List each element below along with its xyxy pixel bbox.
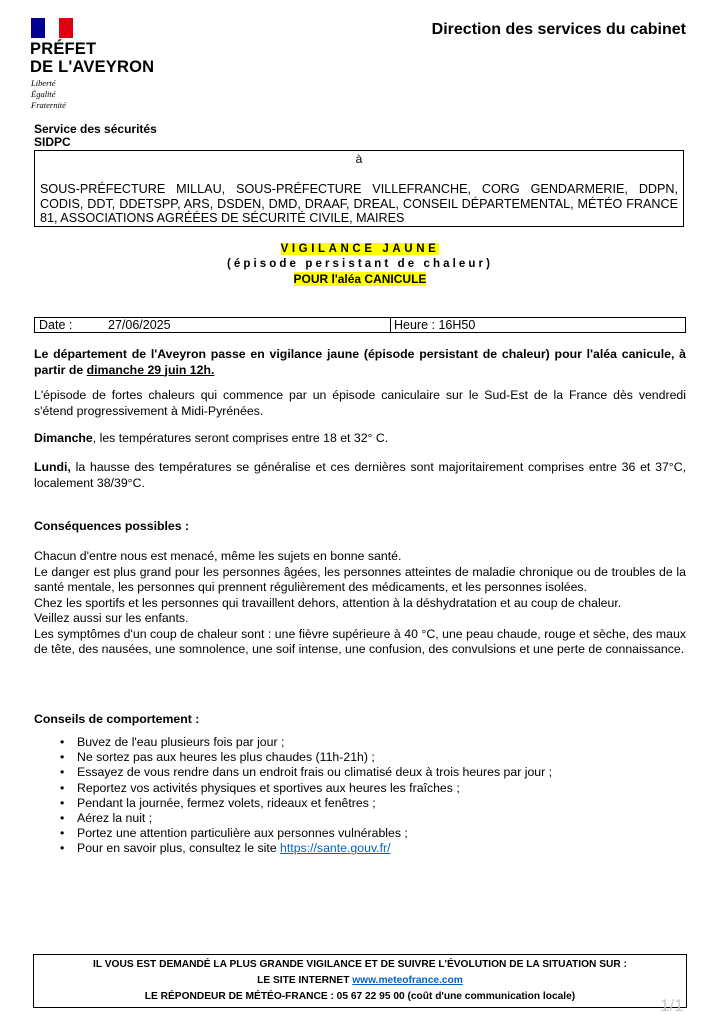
date-table-divider — [390, 318, 391, 332]
list-item: • Aérez la nuit ; — [60, 811, 153, 826]
bullet-icon: • — [60, 841, 65, 856]
service-name: Service des sécurités — [34, 122, 157, 136]
conseils-heading: Conseils de comportement : — [34, 712, 200, 726]
bullet-icon: • — [60, 765, 65, 780]
footer-site-label: LE SITE INTERNET — [257, 975, 353, 986]
vigilance-alea-text: POUR l'aléa CANICULE — [293, 272, 427, 286]
list-item: • Pendant la journée, fermez volets, rideaux et fenêtres ; — [60, 795, 376, 810]
recipients-box — [34, 150, 684, 227]
list-item — [60, 841, 552, 856]
vigilance-subtitle: (épisode persistant de chaleur) — [226, 258, 494, 270]
consequences-p2: Le danger est plus grand pour les personnes âgées, les personnes atteintes de maladie chronique ou de troubles de la santé mentale, les personnes qui prennent régulièrement des médicaments, et les personnes isolées. — [34, 564, 686, 594]
prefet-line-1: PRÉFET — [30, 40, 97, 58]
lundi-text: la hausse des températures se généralise et ces dernières sont majoritairement comprises entre 36 et 37°C, localement 38/39°C. — [34, 460, 686, 490]
bullet-icon: • — [60, 780, 65, 795]
paragraph-lundi — [34, 460, 686, 491]
footer-box — [33, 954, 687, 1008]
service-code: SIDPC — [34, 135, 71, 149]
footer-line-1: IL VOUS EST DEMANDÉ LA PLUS GRANDE VIGILANCE ET DE SUIVRE L'ÉVOLUTION DE LA SITUATION SUR : — [93, 959, 627, 970]
bullet-icon: • — [60, 811, 65, 826]
list-item: • Buvez de l'eau plusieurs fois par jour ; — [60, 735, 285, 749]
vigilance-title — [0, 243, 720, 255]
dimanche-label: Dimanche — [34, 431, 93, 445]
dimanche-text: , les températures seront comprises entre 18 et 32° C. — [92, 431, 389, 445]
meteofrance-link[interactable]: www.meteofrance.com — [352, 975, 463, 986]
recipients-to: à — [355, 152, 363, 166]
motto-egalite: Égalité — [31, 89, 56, 99]
intro-text: Le département de l'Aveyron passe en vigilance jaune (épisode persistant de chaleur) pour l'aléa canicule, à partir de — [34, 347, 686, 377]
footer-line-2 — [34, 973, 686, 989]
bullet-icon: • — [60, 750, 65, 765]
consequences-p4: Veillez aussi sur les enfants. — [34, 611, 189, 625]
list-item: • Ne sortez pas aux heures les plus chaudes (11h-21h) ; — [60, 750, 375, 765]
consequences-p3: Chez les sportifs et les personnes qui travaillent dehors, attention à la déshydratation et au coup de chaleur. — [34, 595, 622, 610]
vigilance-title-text: VIGILANCE JAUNE — [280, 243, 440, 255]
vigilance-alea — [0, 272, 720, 286]
bullet-icon: • — [60, 826, 65, 841]
list-item: • Reportez vos activités physiques et sportives aux heures les fraîches ; — [60, 780, 460, 795]
footer-line-3: LE RÉPONDEUR DE MÉTÉO-FRANCE : 05 67 22 95 00 (coût d'une communication locale) — [144, 991, 576, 1002]
paragraph-dimanche — [34, 431, 686, 447]
recipients-list: SOUS-PRÉFECTURE MILLAU, SOUS-PRÉFECTURE VILLEFRANCHE, CORG GENDARMERIE, DDPN, CODIS, DDT, DDETSPP, ARS, DSDEN, DMD, DRAAF, DREAL, CONSEIL DÉPARTEMENTAL, MÉTÉO FRANCE 81, ASSOCIATIONS AGRÉÉES DE SÉCURITÉ CIVILE, MAIRES — [40, 182, 678, 225]
bullet-icon: • — [60, 735, 65, 749]
republique-flag-logo — [31, 18, 73, 38]
intro-paragraph — [34, 347, 686, 378]
consequences-block — [34, 549, 686, 658]
date-value: 27/06/2025 — [108, 318, 171, 332]
prefet-line-2: DE L'AVEYRON — [30, 58, 155, 76]
heure-value: Heure : 16H50 — [394, 318, 476, 332]
service-block — [34, 123, 157, 149]
consequences-heading: Conséquences possibles : — [34, 519, 190, 533]
date-label: Date : — [39, 318, 73, 332]
intro-date: dimanche 29 juin 12h. — [86, 362, 215, 377]
motto-fraternite: Fraternité — [31, 100, 66, 110]
paragraph-episode: L'épisode de fortes chaleurs qui commence par un épisode caniculaire sur le Sud-Est de la France dès vendredi s'étend progressivement à Midi-Pyrénées. — [34, 388, 686, 418]
sante-link[interactable]: https://sante.gouv.fr/ — [280, 841, 391, 856]
list-item: • Essayez de vous rendre dans un endroit frais ou climatisé deux à trois heures par jour ; — [60, 765, 553, 780]
republic-motto — [31, 78, 66, 111]
consequences-p1: Chacun d'entre nous est menacé, même les sujets en bonne santé. — [34, 549, 402, 563]
list-item: • Portez une attention particulière aux personnes vulnérables ; — [60, 826, 408, 841]
direction-title: Direction des services du cabinet — [431, 21, 686, 38]
page-number: 1/1 — [660, 996, 684, 1015]
motto-liberte: Liberté — [31, 78, 56, 88]
consequences-p5: Les symptômes d'un coup de chaleur sont : une fièvre supérieure à 40 °C, une peau chaude, rouge et sèche, des maux de tête, des nausées, une somnolence, une soif intense, une confusion, des convulsions et une perte de connaissance. — [34, 626, 686, 656]
last-item-text: Pour en savoir plus, consultez le site — [77, 841, 281, 856]
prefecture-name — [30, 40, 154, 76]
bullet-icon: • — [60, 795, 65, 810]
lundi-label: Lundi, — [34, 460, 71, 474]
conseils-list — [60, 735, 552, 857]
date-table — [34, 317, 686, 333]
